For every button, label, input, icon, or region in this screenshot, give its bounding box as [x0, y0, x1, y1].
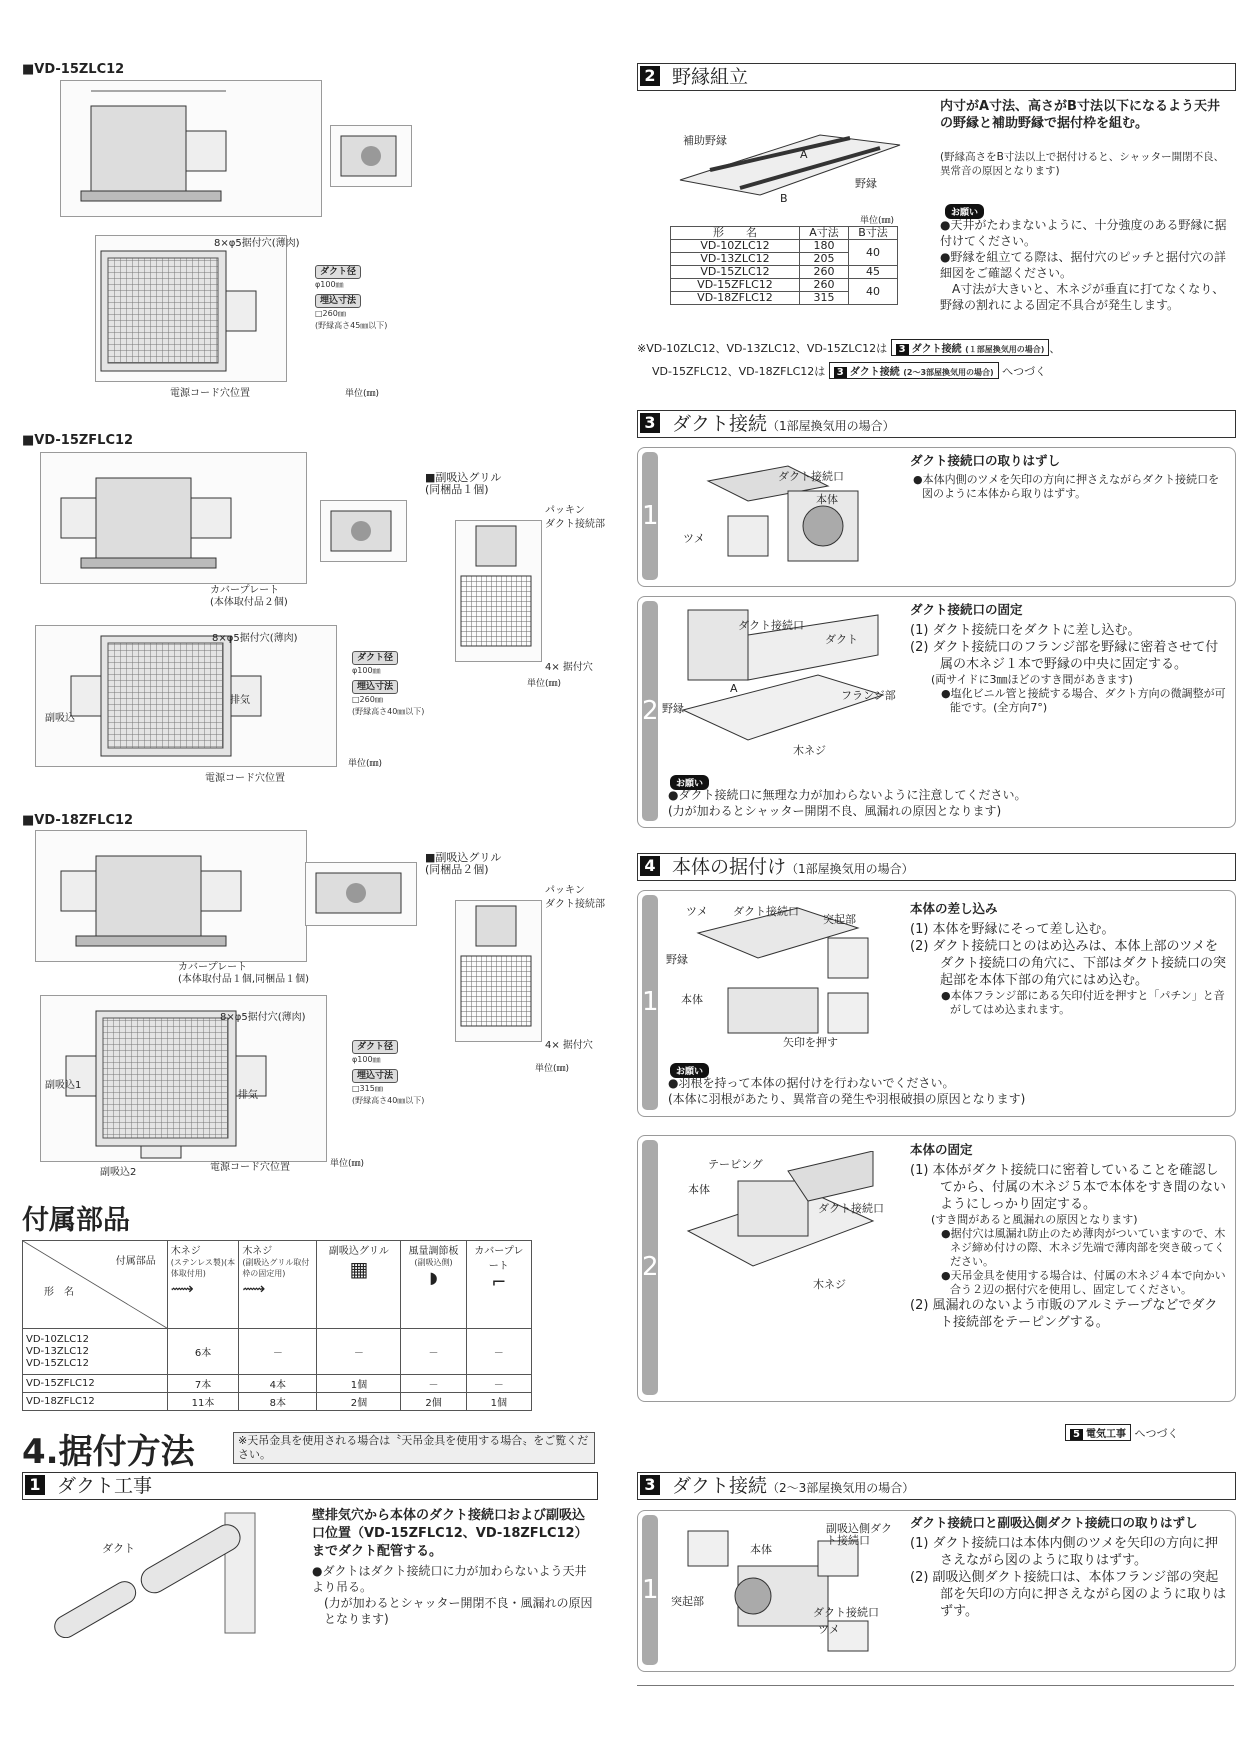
embed-tag-3: 埋込寸法	[352, 1069, 398, 1083]
frame-label-a: A	[800, 148, 808, 161]
fig-label: 突起部	[823, 913, 856, 926]
acc-col-4: カバープレート ⌐	[466, 1241, 531, 1329]
fig-label: ダクト接続口	[733, 905, 799, 918]
fig-label: ダクト接続口	[778, 470, 844, 483]
acc-corner-top: 付属部品	[115, 1255, 156, 1267]
fig-label: 突起部	[671, 1595, 704, 1608]
xref-1: ※VD-10ZLC12、VD-13ZLC12、VD-15ZLC12は 3 ダクト接続 (１部屋換気用の場合) 、	[637, 339, 1060, 356]
intake1-label-3: 副吸込1	[45, 1080, 82, 1091]
hole-label-2: 8×φ5据付穴(薄肉)	[212, 633, 298, 644]
fig-label: フランジ部	[841, 689, 896, 702]
bottom-view-drawing-1	[95, 235, 287, 382]
frame-text: 内寸がA寸法、高さがB寸法以下になるよう天井の野縁と補助野縁で据付枠を組む。	[940, 99, 1220, 131]
grille-heading-2	[425, 472, 501, 496]
hole-label-1: 8×φ5据付穴(薄肉)	[214, 238, 300, 249]
cord-label-2: 電源コード穴位置	[205, 773, 285, 784]
section-duct-work	[22, 1472, 598, 1500]
fig-label: 木ネジ	[793, 744, 826, 757]
frame-text-note: (野縁高さをB寸法以上で据付けると、シャッター開閉不良、異常音の原因となります)	[940, 151, 1225, 177]
perspective-drawing-2	[320, 500, 407, 562]
grille-label-3: ■副吸込グリル	[425, 851, 502, 864]
section-number: 4	[640, 856, 660, 876]
duct-work-bullet: ●ダクトはダクト接続口に力が加わらないよう天井より吊る。 (力が加わるとシャッター開閉不良・風漏れの原因となります)	[312, 1564, 593, 1626]
unit-1: 単位(㎜)	[345, 389, 380, 399]
duct-value-1: φ100㎜	[315, 280, 344, 289]
xref-1-tag: 3 ダクト接続 (１部屋換気用の場合)	[891, 339, 1050, 356]
dim-table-unit: 単位(㎜)	[860, 216, 895, 226]
step-number: 2	[642, 601, 658, 821]
packing-label-2: パッキン	[545, 505, 585, 516]
frame-label-b: B	[780, 192, 788, 205]
section-number: 3	[640, 413, 660, 433]
accessories-title: 付属部品	[22, 1205, 130, 1236]
grille-unit-2: 単位(㎜)	[527, 679, 562, 689]
caution-text: ●ダクト接続口に無理な力が加わらないように注意してください。 (力が加わるとシャッター開閉不良、風漏れの原因となります)	[668, 788, 1027, 818]
spec-block-1	[315, 262, 387, 332]
spec-block-3	[352, 1037, 424, 1107]
frame-label-main: 野縁	[855, 177, 877, 190]
caution-text: ●羽根を持って本体の据付けを行わないでください。 (本体に羽根があたり、異常音の発生や羽根破損の原因となります)	[668, 1076, 1026, 1106]
frame-note-tag: お願い	[945, 200, 984, 219]
perspective-drawing-1	[330, 125, 412, 187]
fig-label: ツメ	[683, 532, 705, 545]
fix-body-drawing	[678, 1151, 878, 1311]
model-title-3: ■VD-18ZFLC12	[22, 813, 134, 828]
fig-label: 野縁	[666, 953, 688, 966]
grille-heading-3	[425, 852, 501, 876]
section-number: 3	[640, 1475, 660, 1495]
grille-qty-3: (同梱品２個)	[425, 863, 489, 876]
acc-row-0: VD-10ZLC12 VD-13ZLC12 VD-15ZLC12 6本 － － － －	[23, 1329, 532, 1375]
install-note: ※天吊金具を使用される場合は〝天吊金具を使用する場合〟をご覧ください。	[233, 1432, 595, 1464]
unit-2: 単位(㎜)	[348, 759, 383, 769]
cover-qty-3: (本体取付品１個,同梱品１個)	[178, 974, 309, 985]
fig-label: 木ネジ	[813, 1278, 846, 1291]
xref-electrical: 5 電気工事 へつづく	[1065, 1424, 1178, 1441]
acc-row-1: VD-15ZFLC12 7本 4本 1個 － －	[23, 1375, 532, 1393]
intake-label-2: 副吸込	[45, 713, 75, 724]
spec-block-2	[352, 648, 424, 718]
duct-port-label-2: ダクト接続部	[545, 519, 605, 530]
hole-label-3: 8×φ5据付穴(薄肉)	[220, 1012, 306, 1023]
embed-tag-1: 埋込寸法	[315, 294, 361, 308]
embed-note-3: (野縁高さ40㎜以下)	[352, 1096, 425, 1105]
fig-label: テーピング	[708, 1158, 763, 1171]
embed-note-1: (野縁高さ45㎜以下)	[315, 321, 388, 330]
duct-value-3: φ100㎜	[352, 1055, 381, 1064]
section-frame-assembly	[637, 63, 1236, 91]
cover-name-3: カバープレート	[178, 962, 248, 973]
acc-col-0: 木ネジ (ステンレス製)(本体取付用) ⟿	[167, 1241, 239, 1329]
embed-value-3: □315㎜	[352, 1084, 383, 1093]
section-duct-connection-multiroom	[637, 1472, 1236, 1500]
hole4-label-3: 4× 据付穴	[545, 1040, 593, 1051]
step-text: ダクト接続口の取りはずし ●本体内側のツメを矢印の方向に押さえながらダクト接続口を図のように本体から取りはずす。	[910, 453, 1220, 500]
fig-label: 矢印を押す	[783, 1036, 838, 1049]
fig-label: 本体	[816, 493, 838, 506]
dim-row: VD-15ZFLC12 260 40	[671, 279, 898, 292]
cord-label-1: 電源コード穴位置	[170, 388, 250, 399]
section-title: 本体の据付け（1部屋換気用の場合）	[672, 856, 914, 878]
acc-col-2: 副吸込グリル ▦	[317, 1241, 401, 1329]
step-text: 本体の差し込み (1) 本体を野縁にそって差し込む。 (2) ダクト接続口とのはめ込みは、本体上部のツメをダクト接続口の角穴に、下部はダクト接続口の突起部を本体下部の角穴にはめ込む。 ●本体フランジ部にある矢印付近を押すと「パチン」と音がしてはめ込まれます。	[910, 901, 1227, 1016]
step-number: 1	[642, 1515, 658, 1665]
cover-qty-2: (本体取付品２個)	[210, 597, 288, 608]
side-view-drawing-1	[60, 80, 322, 217]
embed-value-1: □260㎜	[315, 309, 346, 318]
xref-2: VD-15ZFLC12、VD-18ZFLC12は 3 ダクト接続 (2～3部屋換気用の場合) へつづく	[652, 362, 1046, 379]
step-text: ダクト接続口と副吸込側ダクト接続口の取りはずし (1) ダクト接続口は本体内側のツメを矢印の方向に押さえながら図のように取りはずす。 (2) 副吸込側ダクト接続口は、本体フランジ部の突起部を矢印の方向に押さえながら図のように取りはずす。	[910, 1515, 1227, 1619]
duct-tag-3: ダクト径	[352, 1040, 398, 1054]
fig-label: 本体	[681, 993, 703, 1006]
duct-value-2: φ100㎜	[352, 666, 381, 675]
acc-row-2: VD-18ZFLC12 11本 8本 2個 2個 1個	[23, 1393, 532, 1411]
duct-port-label-3: ダクト接続部	[545, 899, 605, 910]
grille-unit-3: 単位(㎜)	[535, 1064, 570, 1074]
fig-label: ダクト接続口	[738, 619, 804, 632]
grille-drawing-3	[455, 900, 542, 1042]
fig-label: ツメ	[686, 905, 708, 918]
hole4-label-2: 4× 据付穴	[545, 662, 593, 673]
acc-col-3: 風量調節板 (副吸込側) ◗	[401, 1241, 466, 1329]
step-text: 本体の固定 (1) 本体がダクト接続口に密着していることを確認してから、付属の木ネジ５本で本体をすき間のないようにしっかり固定する。 (すき間があると風漏れの原因となります) ●据付穴は風漏れ防止のため薄肉がついていますので、木ネジ締め付けの際、木ネジ先端で薄肉部を突き破ってください。 ●天吊金具を使用する場合は、付属の木ネジ４本で向かい合う２辺の据付穴を使用し、固定してください。 (2) 風漏れのないよう市販のアルミテープなどでダクト接続部をテーピングする。	[910, 1142, 1227, 1330]
duct-work-text: 壁排気穴から本体のダクト接続口および副吸込口位置（VD-15ZFLC12、VD-18ZFLC12）までダクト配管する。	[312, 1508, 588, 1559]
duct-work-drawing	[40, 1508, 290, 1638]
grille-drawing-2	[455, 520, 542, 662]
fig-label: ダクト	[825, 633, 858, 646]
exhaust-label-2: 排気	[230, 695, 250, 706]
model-title-1: ■VD-15ZLC12	[22, 62, 125, 77]
dim-row: VD-10ZLC12 180 40	[671, 240, 898, 253]
fig-label: A	[730, 682, 738, 695]
duct-tag-1: ダクト径	[315, 265, 361, 279]
cover-label-3	[178, 962, 309, 986]
step-box	[637, 1135, 1236, 1402]
section-title: ダクト工事	[57, 1475, 153, 1497]
acc-corner-bottom: 形 名	[44, 1286, 74, 1298]
frame-bullets: ●天井がたわまないように、十分強度のある野縁に据付けてください。 ●野縁を組立てる際は、据付穴のピッチと据付穴の詳細図をご確認ください。 A寸法が大きいと、木ネジが垂直に打てなくなり、野縁の割れによる固定不具合が発生します。	[940, 218, 1227, 312]
intake2-label-3: 副吸込2	[100, 1167, 137, 1178]
model-title-2: ■VD-15ZFLC12	[22, 433, 134, 448]
step-box	[637, 447, 1236, 587]
caution-tag: お願い	[670, 771, 709, 790]
install-title: 4.据付方法	[22, 1432, 195, 1472]
fig-label: 本体	[750, 1543, 772, 1556]
fig-label: 本体	[688, 1183, 710, 1196]
dim-row: VD-15ZLC12 260 45	[671, 266, 898, 279]
duct-tag-2: ダクト径	[352, 651, 398, 665]
section-install-body	[637, 853, 1236, 881]
unit-3: 単位(㎜)	[330, 1159, 365, 1169]
bottom-view-drawing-2	[35, 625, 337, 767]
fig-label: 副吸込側ダクト接続口	[826, 1522, 892, 1547]
exhaust-label-3: 排気	[238, 1090, 258, 1101]
fig-label: ツメ	[818, 1623, 840, 1636]
step-box	[637, 1510, 1236, 1672]
embed-tag-2: 埋込寸法	[352, 680, 398, 694]
embed-value-2: □260㎜	[352, 695, 383, 704]
step-box	[637, 890, 1236, 1117]
side-view-drawing-3	[35, 830, 307, 962]
section-title: 野縁組立	[672, 66, 749, 88]
acc-col-1: 木ネジ (副吸込グリル取付枠の固定用) ⟿	[239, 1241, 317, 1329]
embed-note-2: (野縁高さ40㎜以下)	[352, 707, 425, 716]
dim-table: 形 名 A寸法 B寸法 VD-10ZLC12 180 40 VD-13ZLC12 205 VD-15ZLC12 260 45 VD-15ZFLC12 260 40 VD-18ZFLC12 315	[670, 226, 898, 305]
packing-label-3: パッキン	[545, 885, 585, 896]
xref-2-tag: 3 ダクト接続 (2～3部屋換気用の場合)	[829, 362, 999, 379]
cover-name-2: カバープレート	[210, 585, 280, 596]
section-title: ダクト接続（2～3部屋換気用の場合）	[672, 1475, 915, 1497]
step-number: 2	[642, 1140, 658, 1395]
frame-label-aux: 補助野縁	[683, 134, 727, 147]
section-number: 2	[640, 66, 660, 86]
section-title: ダクト接続（1部屋換気用の場合）	[672, 413, 895, 435]
accessories-table	[22, 1240, 532, 1411]
bottom-rule	[637, 1685, 1234, 1686]
fig-label: 野縁	[662, 702, 684, 715]
acc-corner	[23, 1241, 168, 1329]
duct-label: ダクト	[102, 1542, 135, 1555]
grille-label-2: ■副吸込グリル	[425, 471, 502, 484]
dim-row: VD-13ZLC12 205	[671, 253, 898, 266]
section-duct-connection-1room	[637, 410, 1236, 438]
perspective-drawing-3	[305, 862, 417, 926]
side-view-drawing-2	[40, 452, 307, 584]
dim-row: VD-18ZFLC12 315	[671, 292, 898, 305]
caution-tag: お願い	[670, 1059, 709, 1078]
step-box	[637, 596, 1236, 828]
cord-label-3: 電源コード穴位置	[210, 1162, 290, 1173]
step-number: 1	[642, 895, 658, 1110]
fig-label: ダクト接続口	[813, 1606, 879, 1619]
cover-label-2	[210, 585, 288, 609]
step-number: 1	[642, 452, 658, 580]
step-text: ダクト接続口の固定 (1) ダクト接続口をダクトに差し込む。 (2) ダクト接続口のフランジ部を野縁に密着させて付属の木ネジ１本で野縁の中央に固定する。 (両サイドに3㎜ほどのすき間があきます) ●塩化ビニル管と接続する場合、ダクト方向の微調整が可能です。(全方向7°)	[910, 602, 1226, 714]
section-number: 1	[25, 1475, 45, 1495]
fig-label: ダクト接続口	[818, 1202, 884, 1215]
grille-qty-2: (同梱品１個)	[425, 483, 489, 496]
